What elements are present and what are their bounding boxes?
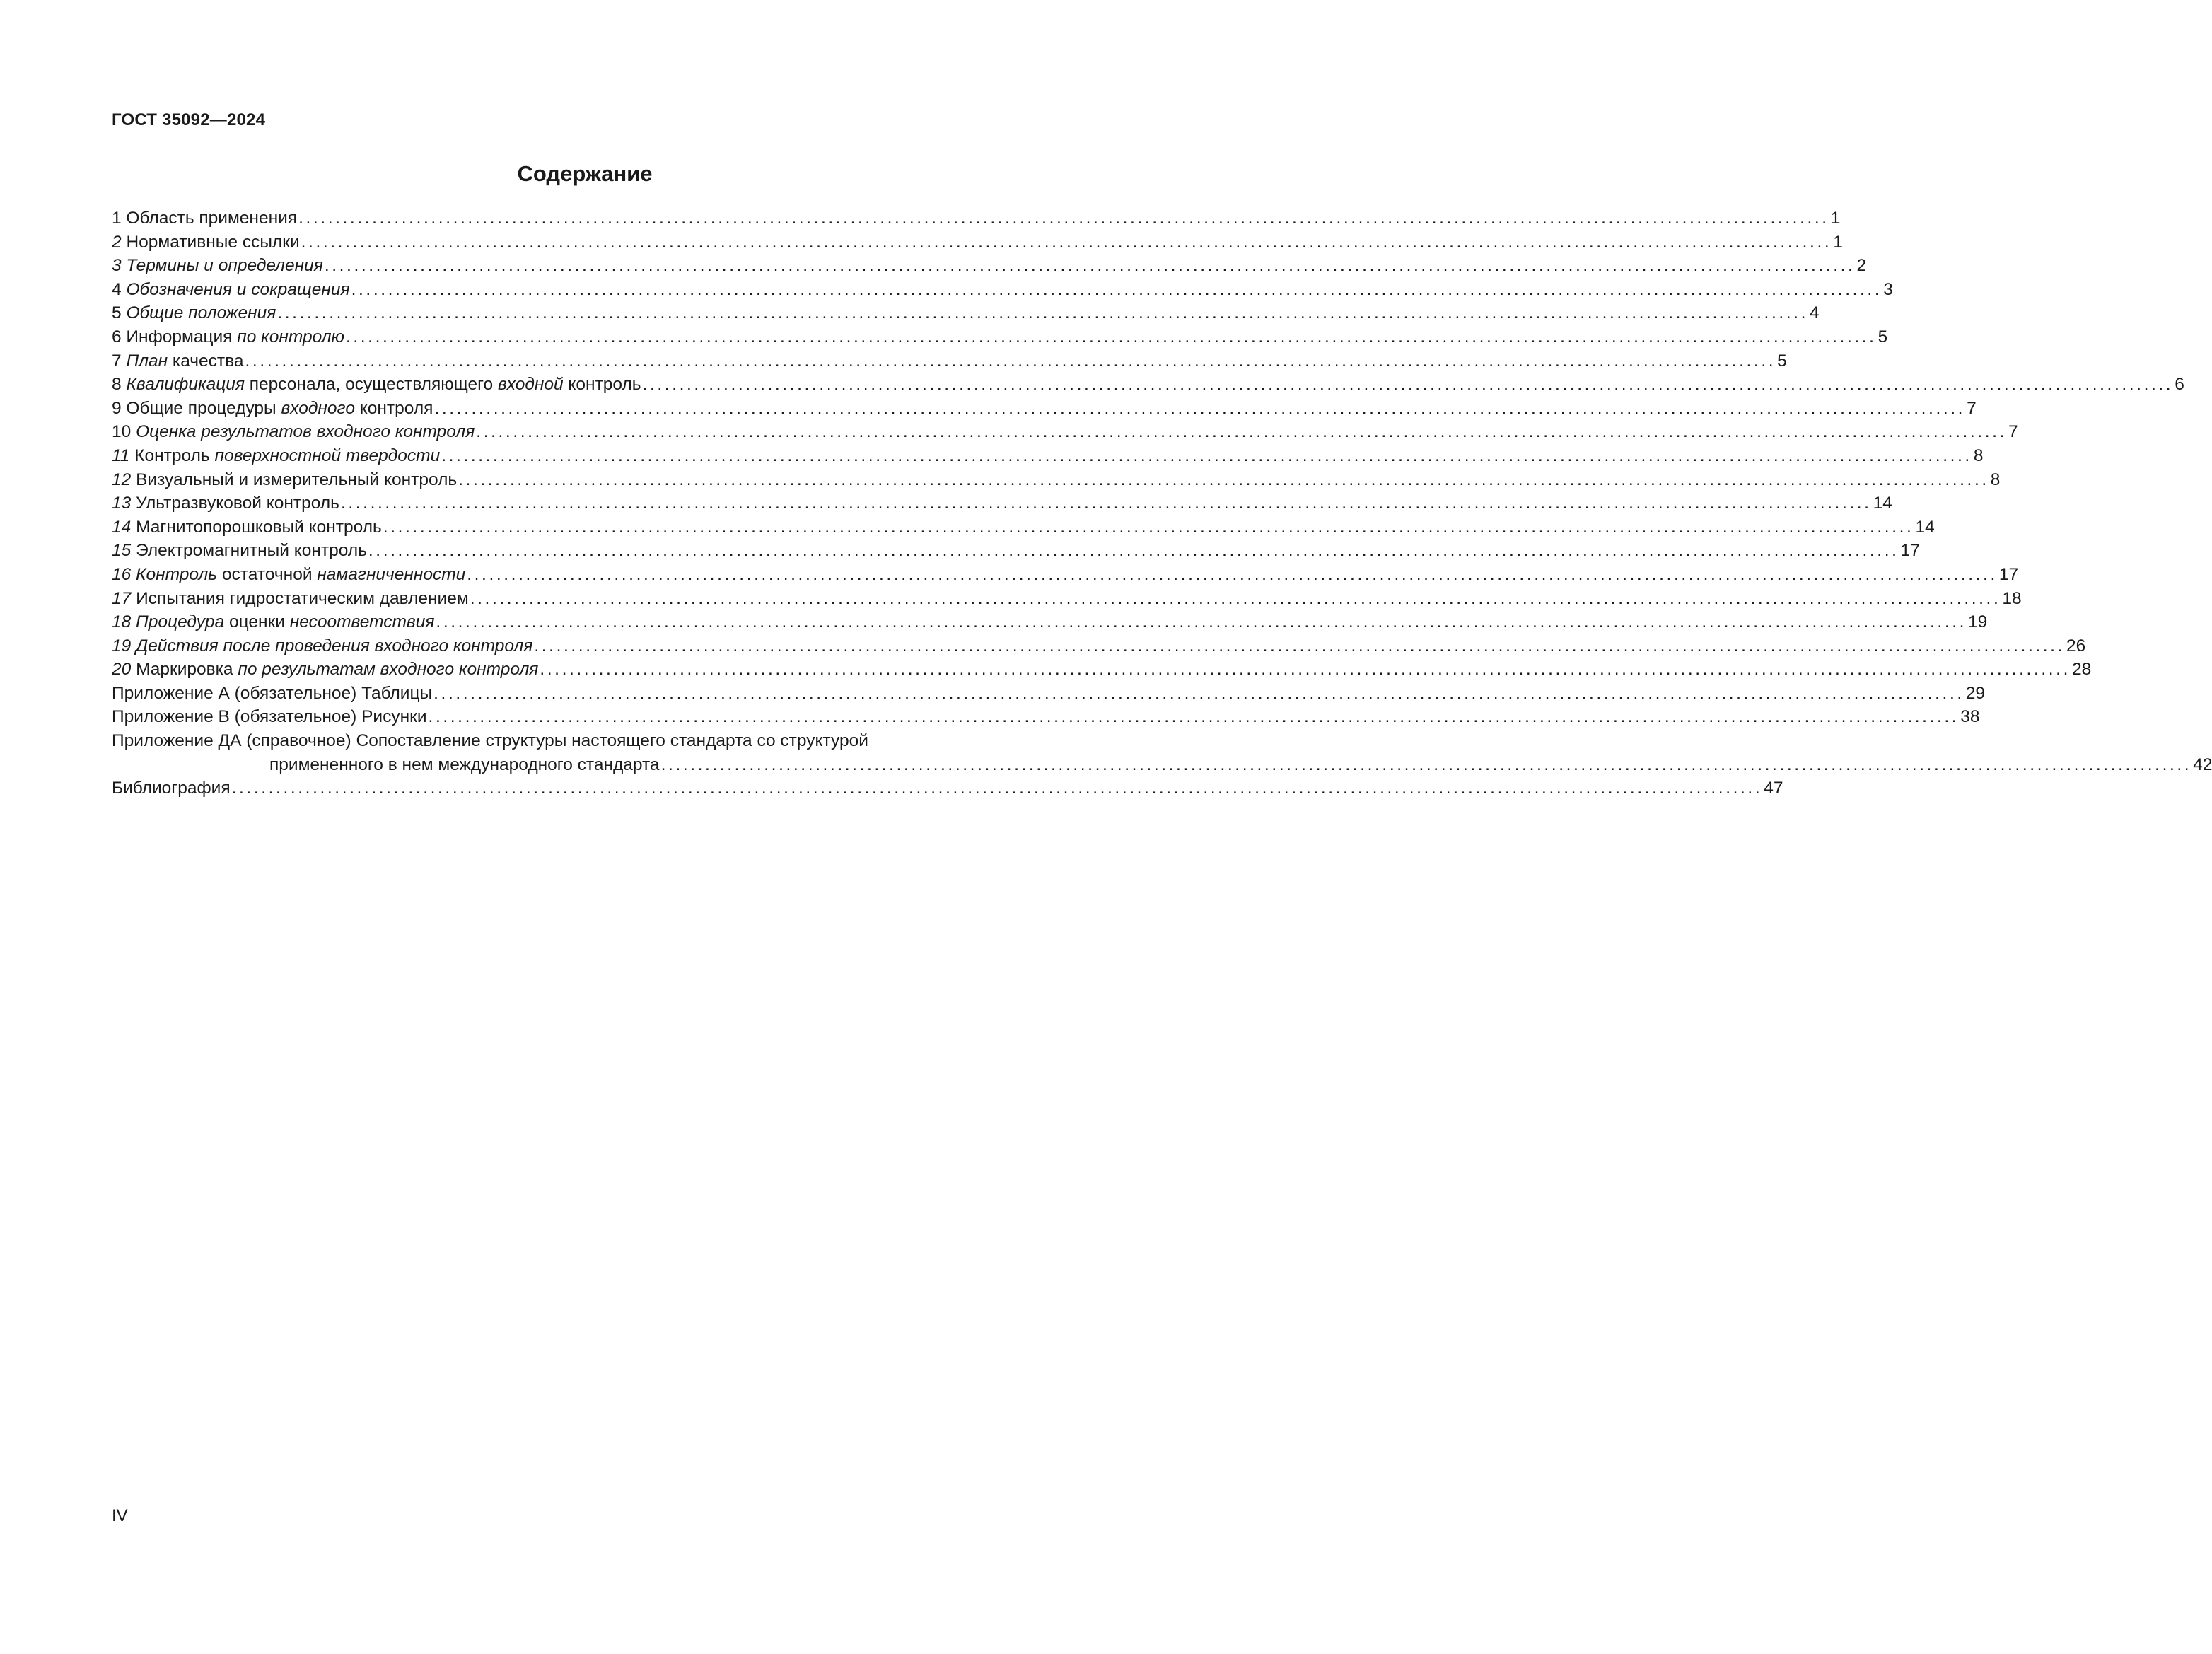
toc-dot-leader: ................................................................................................................................................................................................................ (433, 683, 1964, 703)
toc-dot-leader: ................................................................................................................................................................................................................ (340, 494, 1872, 513)
toc-entry-title-part: 1 Область применения (112, 209, 298, 228)
page-number: IV (112, 1506, 128, 1525)
toc-entry[interactable] (112, 373, 2184, 397)
toc-entry-title-part: 7 (112, 351, 127, 371)
toc-entry-title (112, 349, 244, 373)
toc-entry-title-part: Магнитопорошковый контроль (131, 517, 382, 537)
toc-page-number: 38 (1960, 707, 1980, 727)
toc-entry-title-part: 10 (112, 422, 136, 442)
toc-page-number: 5 (1777, 351, 1787, 371)
toc-entry-title-part: качества (168, 351, 244, 371)
toc-entry-title-part: Оценка результатов входного контроля (136, 422, 475, 442)
toc-entry-title-part: Маркировка (131, 660, 238, 680)
toc-page-number: 17 (1900, 541, 1920, 561)
toc-entry-title-part: Приложение В (обязательное) Рисунки (112, 707, 427, 727)
toc-page-number: 1 (1833, 232, 1843, 252)
toc-entry-title (112, 563, 465, 587)
toc-entry-title (112, 682, 432, 706)
toc-entry-title-part: Квалификация (126, 375, 245, 395)
toc-dot-leader: ................................................................................................................................................................................................................ (298, 209, 1829, 228)
toc-page-number: 3 (1883, 279, 1893, 299)
toc-entry[interactable] (112, 705, 1980, 729)
toc-page-number: 8 (1990, 470, 2001, 489)
toc-entry-title-part: по результатам входного контроля (238, 660, 539, 680)
toc-dot-leader: ................................................................................................................................................................................................................ (301, 232, 1832, 252)
toc-entry[interactable] (112, 634, 2086, 658)
toc-entry[interactable] (112, 682, 1986, 706)
toc-entry-title (112, 468, 457, 492)
toc-entry-title-part: 11 (112, 445, 130, 465)
toc-entry[interactable] (112, 658, 2092, 682)
toc-dot-leader: ................................................................................................................................................................................................................ (351, 279, 1882, 299)
toc-dot-leader: ................................................................................................................................................................................................................ (470, 588, 2001, 608)
toc-entry-title-part: оценки (224, 612, 290, 632)
toc-entry-title (112, 325, 344, 349)
toc-entry[interactable] (112, 278, 1893, 302)
toc-page-number: 47 (1764, 779, 1783, 798)
toc-page-number: 7 (1967, 398, 1977, 418)
toc-entry[interactable] (112, 563, 2019, 587)
toc-entry-title-part: 3 Термины и определения (112, 256, 323, 276)
toc-page-number: 17 (1998, 564, 2019, 584)
toc-entry-title (112, 587, 469, 611)
toc-entry-title (112, 420, 475, 444)
toc-entry[interactable] (112, 516, 1935, 540)
toc-entry-title (112, 301, 276, 325)
toc-entry[interactable] (112, 587, 2022, 611)
toc-title: Содержание (517, 161, 653, 186)
table-of-contents (112, 206, 2212, 800)
toc-entry[interactable] (112, 729, 2212, 776)
toc-page-number: 14 (1915, 517, 1935, 537)
toc-dot-leader: ................................................................................................................................................................................................................ (383, 517, 1914, 537)
toc-entry-title-part: по контролю (237, 327, 344, 346)
toc-dot-leader: ................................................................................................................................................................................................................ (434, 398, 1966, 418)
toc-page-number: 42 (2193, 755, 2212, 774)
toc-entry-title (112, 397, 433, 421)
toc-page-number: 4 (1809, 303, 1820, 323)
toc-entry[interactable] (112, 231, 1843, 255)
toc-entry[interactable] (112, 254, 1867, 278)
toc-entry-title-part: 20 (112, 660, 132, 680)
toc-dot-leader: ................................................................................................................................................................................................................ (436, 612, 1967, 632)
toc-entry-title (112, 610, 434, 634)
toc-entry-title (112, 539, 367, 563)
toc-entry-title-part: Ультразвуковой контроль (131, 494, 339, 513)
toc-dot-leader: ................................................................................................................................................................................................................ (231, 779, 1763, 798)
toc-dot-leader: ................................................................................................................................................................................................................ (441, 445, 1972, 465)
toc-entry[interactable] (112, 468, 2001, 492)
toc-entry[interactable] (112, 420, 2018, 444)
toc-page-number: 28 (2072, 660, 2092, 680)
toc-entry-title-part: 18 Процедура (112, 612, 225, 632)
toc-page-number: 26 (2066, 636, 2086, 656)
toc-entry[interactable] (112, 301, 1820, 325)
toc-entry-title-part: 16 Контроль (112, 564, 218, 584)
toc-entry-title-part: Контроль (129, 445, 215, 465)
toc-page-number: 7 (2008, 422, 2018, 442)
toc-page-number: 2 (1856, 256, 1867, 276)
document-header: ГОСТ 35092—2024 (112, 110, 266, 129)
toc-entry-title-part: 6 Информация (112, 327, 238, 346)
toc-entry-title-part: несоответствия (289, 612, 435, 632)
toc-dot-leader: ................................................................................................................................................................................................................ (660, 755, 2192, 774)
toc-dot-leader: ................................................................................................................................................................................................................ (324, 256, 1856, 276)
toc-entry[interactable] (112, 539, 1920, 563)
toc-entry-title (112, 516, 382, 540)
toc-entry-title (112, 491, 339, 516)
toc-entry-title-part: намагниченности (317, 564, 466, 584)
toc-dot-leader: ................................................................................................................................................................................................................ (458, 470, 1989, 489)
toc-entry[interactable] (112, 444, 1984, 468)
toc-entry-title (112, 634, 532, 658)
toc-entry[interactable] (112, 491, 1892, 516)
toc-dot-leader: ................................................................................................................................................................................................................ (277, 303, 1808, 323)
toc-page-number: 8 (1973, 445, 1984, 465)
toc-entry-title-part: Нормативные ссылки (121, 232, 300, 252)
toc-entry-title-part: 19 Действия после проведения входного контроля (112, 636, 533, 656)
toc-page-number: 6 (2175, 375, 2184, 395)
toc-entry-title-part: Визуальный и измерительный контроль (131, 470, 458, 489)
toc-page-number: 29 (1965, 683, 1986, 703)
toc-entry-title (112, 373, 641, 397)
toc-entry-title-part: персонала, осуществляющего (244, 375, 498, 395)
toc-dot-leader: ................................................................................................................................................................................................................ (368, 541, 1899, 561)
toc-dot-leader: ................................................................................................................................................................................................................ (345, 327, 1877, 346)
toc-entry-title (112, 658, 538, 682)
toc-entry-title-part: 14 (112, 517, 132, 537)
toc-entry-title-part: План (126, 351, 168, 371)
toc-entry-title (112, 231, 300, 255)
toc-dot-leader: ................................................................................................................................................................................................................ (476, 422, 2007, 442)
toc-entry-title-part: поверхностной твердости (214, 445, 441, 465)
toc-entry-title (112, 444, 440, 468)
toc-entry-title-part: остаточной (217, 564, 318, 584)
toc-entry-title-part: 4 (112, 279, 127, 299)
toc-entry-title-part: Обозначения и сокращения (126, 279, 350, 299)
toc-entry-title-part: 12 (112, 470, 132, 489)
toc-entry-title-part: Приложение А (обязательное) Таблицы (112, 683, 433, 703)
toc-entry-title-part: входной (497, 375, 564, 395)
toc-entry-title-part: примененного в нем международного стандарта (269, 755, 660, 774)
toc-entry-title: Приложение ДА (справочное) Сопоставление структуры настоящего стандарта со структурой (112, 731, 868, 751)
toc-entry-title-part: контроль (563, 375, 641, 395)
toc-entry-title-part: Электромагнитный контроль (131, 541, 367, 561)
toc-entry-title-part: 5 (112, 303, 127, 323)
toc-entry-title-part: Общие положения (126, 303, 276, 323)
toc-entry-title-continuation (112, 753, 2212, 777)
toc-page-number: 5 (1878, 327, 1888, 346)
toc-page-number: 19 (1968, 612, 1988, 632)
toc-entry[interactable] (112, 349, 1787, 373)
toc-dot-leader: ................................................................................................................................................................................................................ (642, 375, 2174, 395)
toc-entry-title-part: 8 (112, 375, 127, 395)
toc-page-number: 18 (2002, 588, 2022, 608)
toc-page-number: 14 (1873, 494, 1892, 513)
toc-dot-leader: ................................................................................................................................................................................................................ (428, 707, 1960, 727)
toc-dot-leader: ................................................................................................................................................................................................................ (534, 636, 2065, 656)
toc-dot-leader: ................................................................................................................................................................................................................ (540, 660, 2071, 680)
toc-entry[interactable] (112, 397, 1977, 421)
toc-dot-leader: ................................................................................................................................................................................................................ (245, 351, 1776, 371)
toc-entry-title-part: Библиография (112, 779, 231, 798)
toc-entry-title-part: входного (281, 398, 355, 418)
toc-entry-title-part: 15 (112, 541, 132, 561)
toc-entry-title (112, 278, 350, 302)
toc-entry-title-part: Испытания гидростатическим давлением (131, 588, 469, 608)
toc-entry[interactable] (112, 206, 1841, 231)
toc-entry-title-part: контроля (354, 398, 433, 418)
toc-entry-title (112, 206, 297, 231)
toc-entry-title-part: 9 Общие процедуры (112, 398, 281, 418)
toc-entry[interactable] (112, 325, 1888, 349)
toc-entry-title (112, 705, 427, 729)
toc-page-number: 1 (1830, 209, 1841, 228)
toc-entry[interactable] (112, 776, 1783, 800)
toc-entry-title-part: 2 (112, 232, 122, 252)
toc-entry-title (112, 254, 323, 278)
toc-entry-title-part: 13 (112, 494, 132, 513)
toc-entry-title-part: 17 (112, 588, 132, 608)
toc-dot-leader: ................................................................................................................................................................................................................ (467, 564, 1998, 584)
toc-entry[interactable] (112, 610, 1988, 634)
toc-entry-title (112, 776, 231, 800)
